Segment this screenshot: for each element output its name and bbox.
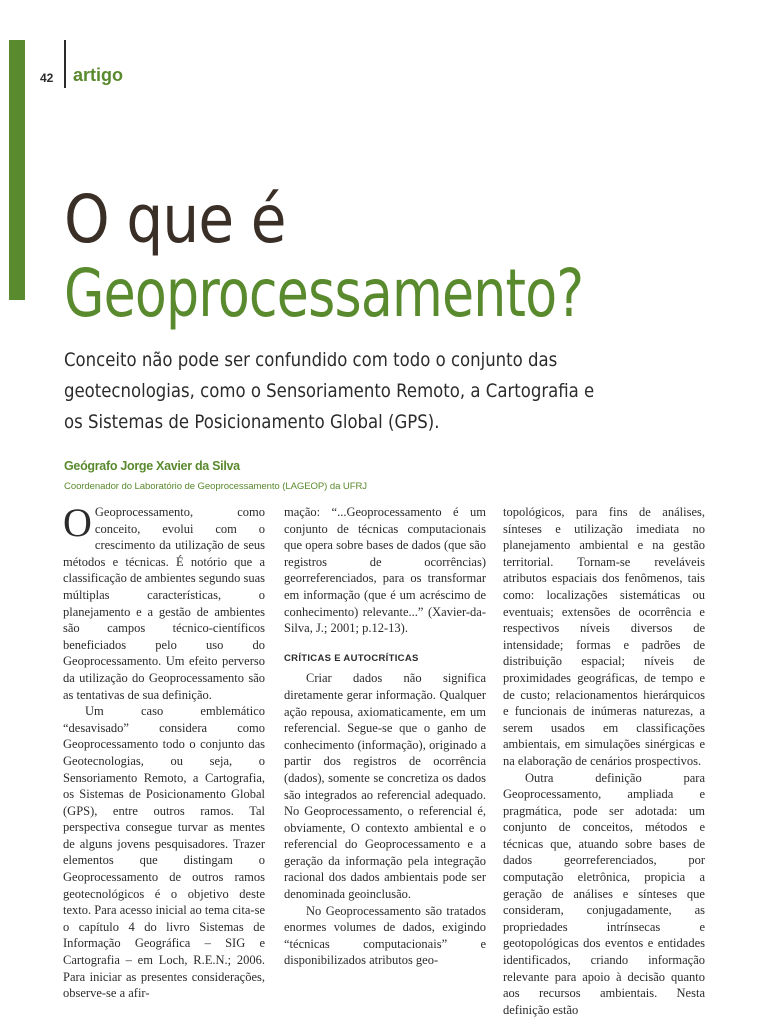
- title-line-1: O que é: [64, 181, 286, 258]
- header-divider: [64, 40, 66, 88]
- paragraph-1-text: Geoprocessamento, como conceito, evolui com o crescimento da utilização de seus métodos e técnicas. É notório que a classificação de ambientes segundo suas múltiplas características, o planejamento e a gestão de ambientes são campos técnico-científicos beneficiados pelo uso do Geoprocessamento. Um efeito perverso da utilização do Geoprocessamento são as tentativas de sua definição.: [63, 505, 266, 702]
- paragraph-4: [284, 903, 486, 969]
- paragraph-1: [63, 500, 266, 703]
- paragraph-3: Criar dados não significa diretamente gerar informação. Qualquer ação repousa, axiomaticamente, em um referencial. Segue-se que o ganho de conhecimento (informação), originado a partir dos registros de ocorrência (dados), somente se concretiza os dados são integrados ao referencial adequado. No Geoprocessamento, o referencial é, obviamente, O contexto ambiental e o referencial do Geoprocessamento e a geração da informação pela integração racional dos dados ambientais pode ser denominada geoinclusão.: [284, 671, 486, 902]
- page-number: 42: [40, 71, 54, 85]
- text-column-3: [503, 504, 705, 1018]
- paragraph-4-text: No Geoprocessamento são tratados enormes volumes de dados, exigindo “técnicas computacionais” e disponibilizados atributos geo-: [284, 903, 486, 968]
- paragraph-4-continued: [503, 504, 705, 770]
- paragraph-4-continued-text: topológicos, para fins de análises, sínteses e utilização imediata no planejamento ambiental e na gestão territorial. Tornam-se reveláveis atributos espaciais dos fenômenos, tais como: localizações sistemáticas ou eventuais; extensões de ocorrência e respectivos níveis diversos de intensidade; formas e padrões de distribuição espacial; níveis de proximidades geográficas, de tempo e de custo; relacionamentos hierárquicos e funcionais de inúmeras naturezas, a serem usados em classificações ambientais, em simulações sinérgicas e na elaboração de cenários prospectivos.: [503, 505, 705, 768]
- subheading: CRÍTICAS E AUTOCRÍTICAS: [284, 652, 419, 664]
- author-affiliation: Coordenador do Laboratório de Geoprocessamento (LAGEOP) da UFRJ: [64, 481, 367, 492]
- author-name: Geógrafo Jorge Xavier da Silva: [64, 459, 240, 473]
- text-column-2: [284, 504, 486, 969]
- paragraph-2-text: Um caso emblemático “desavisado” considera como Geoprocessamento todo o conjunto das Geotecnologias, ou seja, o Sensoriamento Remoto, a Cartografia, os Sistemas de Posicionamento Global (GPS), entre outros ramos. Tal perspectiva consegue turvar as mentes de alguns jovens pesquisadores. Trazer elementos que distingam o Geoprocessamento de outros ramos geotecnológicos é o objetivo deste texto. Para acesso inicial ao tema cita-se o capítulo 4 do livro Sistemas de Informação Geográfica – SIG e Cartografia – em Loch, R.E.N.; 2006. Para iniciar as presentes considerações, observe-se a afir-: [63, 704, 265, 1001]
- title-line-2: Geoprocessamento?: [64, 255, 584, 332]
- paragraph-2-continued: [284, 504, 486, 637]
- paragraph-2: [63, 703, 265, 1002]
- paragraph-5: Outra definição para Geoprocessamento, ampliada e pragmática, pode ser adotada: um conjunto de conceitos, métodos e técnicas que, atuando sobre bases de dados georreferenciados, por computação eletrônica, propicia a geração de análises e sínteses que consideram, conjugadamente, as propriedades intrínsecas e geotopológicas dos eventos e entidades identificados, criando informação relevante para apoio à decisão quanto aos recursos ambientais. Nesta definição estão: [503, 770, 705, 1017]
- drop-cap: O: [63, 500, 92, 545]
- subtitle: [64, 345, 764, 438]
- subtitle-line-1: Conceito não pode ser confundido com todo o conjunto das: [64, 349, 558, 371]
- text-column-1: [63, 500, 266, 1002]
- accent-bar: [9, 40, 25, 300]
- section-label: artigo: [73, 65, 124, 85]
- subtitle-line-3: os Sistemas de Posicionamento Global (GPS).: [64, 411, 440, 433]
- subtitle-line-2: geotecnologias, como o Sensoriamento Remoto, a Cartografia e: [64, 380, 595, 402]
- paragraph-2-continued-text: mação: “...Geoprocessamento é um conjunto de técnicas computacionais que opera sobre bases de dados (que são registros de ocorrências) georreferenciados, para os transformar em informação (que é um acréscimo de conhecimento) relevante...” (Xavier-da-Silva, J.; 2001; p.12-13).: [284, 505, 486, 636]
